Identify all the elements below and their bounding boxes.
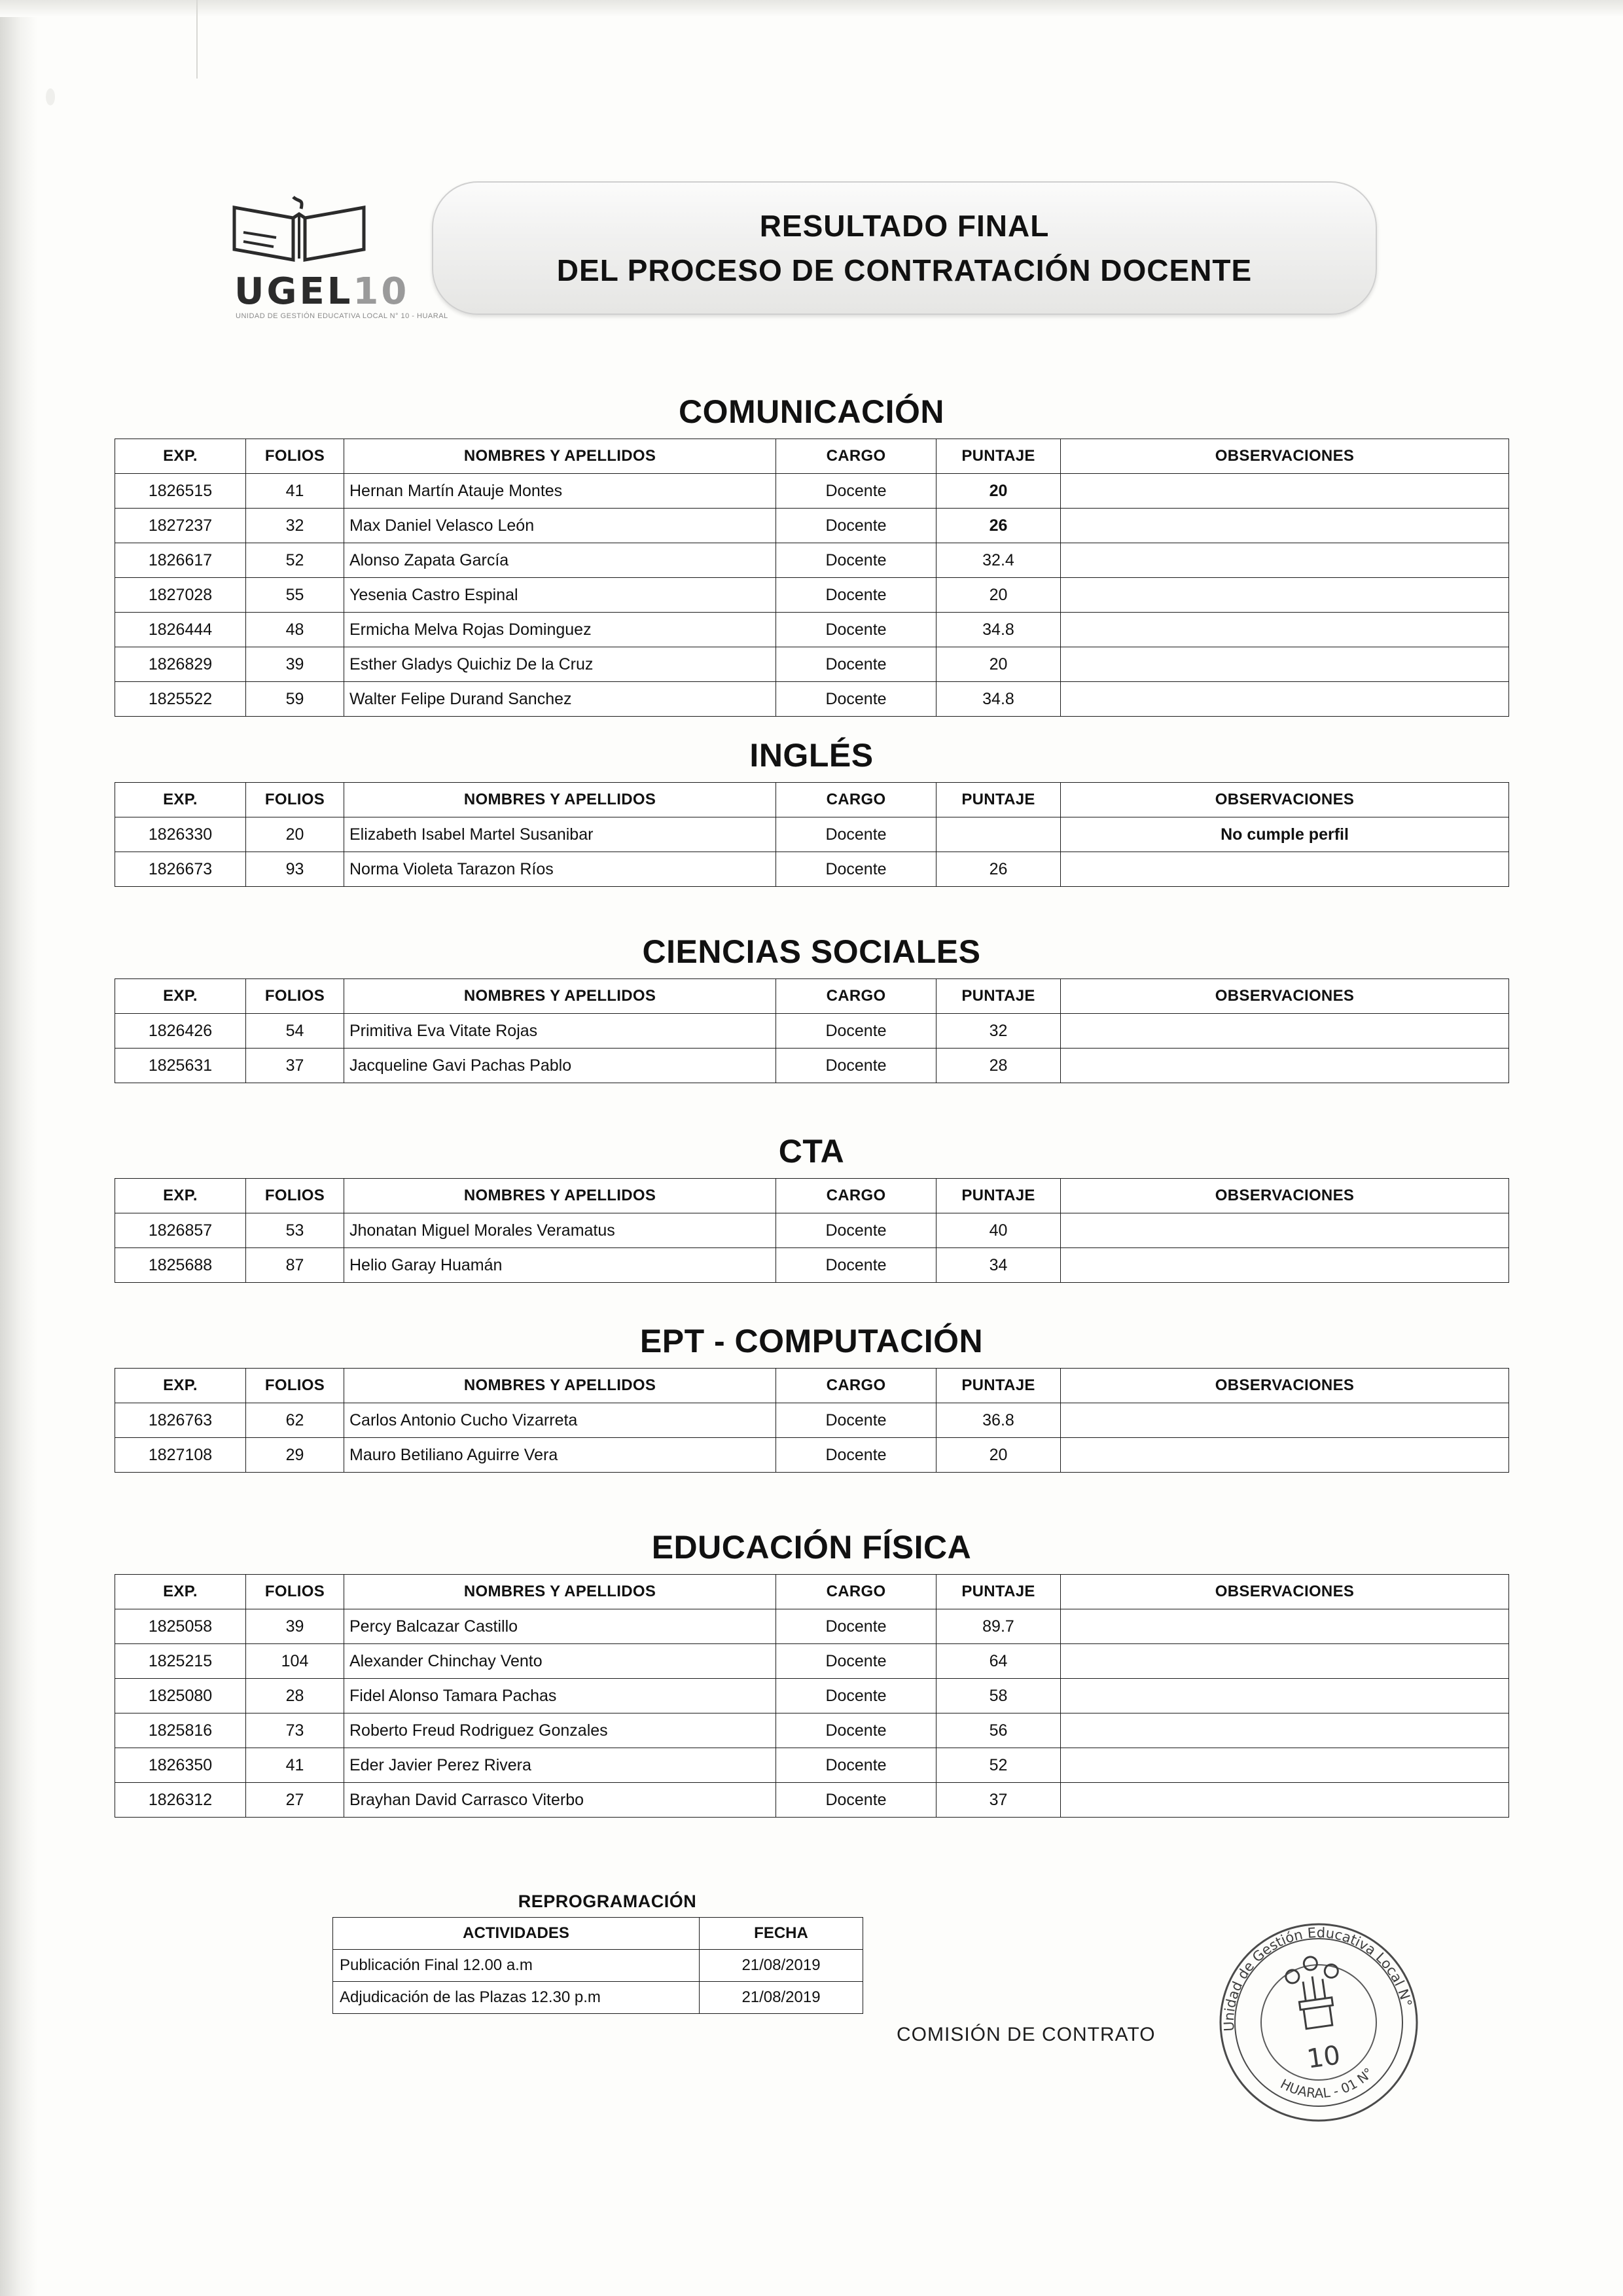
cell-folios: 73	[246, 1713, 344, 1748]
logo-number: 10	[353, 270, 410, 313]
col-puntaje: PUNTAJE	[936, 1179, 1061, 1213]
section-title: INGLÉS	[749, 737, 874, 774]
cell-nombre: Max Daniel Velasco León	[344, 509, 776, 543]
cell-nombre: Hernan Martín Atauje Montes	[344, 474, 776, 509]
cell-nombre: Alonso Zapata García	[344, 543, 776, 578]
logo-subtitle: UNIDAD DE GESTIÓN EDUCATIVA LOCAL N° 10 - HUARAL	[236, 312, 448, 320]
cell-observaciones	[1061, 1609, 1509, 1644]
cell-folios: 29	[246, 1438, 344, 1473]
table-row	[115, 1403, 1509, 1438]
cell-exp: 1826829	[115, 647, 246, 682]
cell-nombre: Helio Garay Huamán	[344, 1248, 776, 1283]
col-exp: EXP.	[115, 439, 246, 474]
table-header-row	[115, 1179, 1509, 1213]
table-body	[115, 817, 1509, 887]
cell-folios: 52	[246, 543, 344, 578]
col-observaciones: OBSERVACIONES	[1061, 1575, 1509, 1609]
col-folios: FOLIOS	[246, 1369, 344, 1403]
col-actividades: ACTIVIDADES	[333, 1918, 700, 1950]
cell-observaciones	[1061, 578, 1509, 613]
results-table	[115, 439, 1509, 717]
cell-puntaje: 20	[936, 647, 1061, 682]
col-cargo: CARGO	[776, 1575, 936, 1609]
cell-observaciones	[1061, 613, 1509, 647]
table-header-row	[115, 1575, 1509, 1609]
cell-nombre: Alexander Chinchay Vento	[344, 1644, 776, 1679]
cell-exp: 1825816	[115, 1713, 246, 1748]
col-cargo: CARGO	[776, 1179, 936, 1213]
section-title: CTA	[778, 1133, 845, 1170]
commission-footer: COMISIÓN DE CONTRATO	[897, 2024, 1156, 2045]
col-nombres: NOMBRES Y APELLIDOS	[344, 1575, 776, 1609]
cell-cargo: Docente	[776, 1049, 936, 1083]
cell-observaciones	[1061, 1748, 1509, 1783]
cell-folios: 55	[246, 578, 344, 613]
col-cargo: CARGO	[776, 1369, 936, 1403]
cell-nombre: Elizabeth Isabel Martel Susanibar	[344, 817, 776, 852]
cell-cargo: Docente	[776, 817, 936, 852]
cell-observaciones	[1061, 647, 1509, 682]
repro-row	[333, 1950, 863, 1982]
cell-puntaje: 20	[936, 474, 1061, 509]
page-subtitle: DEL PROCESO DE CONTRATACIÓN DOCENTE	[556, 253, 1253, 287]
cell-nombre: Eder Javier Perez Rivera	[344, 1748, 776, 1783]
cell-observaciones	[1061, 682, 1509, 717]
cell-cargo: Docente	[776, 1644, 936, 1679]
table-row	[115, 1248, 1509, 1283]
cell-observaciones	[1061, 1713, 1509, 1748]
section-ingles	[115, 736, 1508, 887]
cell-cargo: Docente	[776, 1213, 936, 1248]
col-puntaje: PUNTAJE	[936, 979, 1061, 1014]
cell-nombre: Brayhan David Carrasco Viterbo	[344, 1783, 776, 1818]
table-row	[115, 852, 1509, 887]
cell-puntaje: 40	[936, 1213, 1061, 1248]
cell-puntaje: 26	[936, 509, 1061, 543]
section-ept-computacion	[115, 1322, 1508, 1473]
cell-cargo: Docente	[776, 578, 936, 613]
cell-exp: 1826350	[115, 1748, 246, 1783]
table-header-row	[115, 439, 1509, 474]
cell-cargo: Docente	[776, 1438, 936, 1473]
cell-exp: 1826312	[115, 1783, 246, 1818]
cell-fecha: 21/08/2019	[700, 1950, 863, 1982]
cell-exp: 1826763	[115, 1403, 246, 1438]
col-exp: EXP.	[115, 1179, 246, 1213]
cell-exp: 1826426	[115, 1014, 246, 1049]
col-puntaje: PUNTAJE	[936, 1575, 1061, 1609]
section-title: EDUCACIÓN FÍSICA	[651, 1529, 972, 1566]
logo-word-text: UGEL	[234, 270, 353, 313]
col-exp: EXP.	[115, 979, 246, 1014]
cell-nombre: Esther Gladys Quichiz De la Cruz	[344, 647, 776, 682]
table-row	[115, 578, 1509, 613]
cell-folios: 39	[246, 647, 344, 682]
cell-puntaje: 36.8	[936, 1403, 1061, 1438]
page-title: RESULTADO FINAL	[759, 209, 1050, 243]
repro-header-row	[333, 1918, 863, 1950]
cell-nombre: Jhonatan Miguel Morales Veramatus	[344, 1213, 776, 1248]
col-exp: EXP.	[115, 1575, 246, 1609]
table-row	[115, 1644, 1509, 1679]
col-observaciones: OBSERVACIONES	[1061, 1179, 1509, 1213]
cell-observaciones	[1061, 1403, 1509, 1438]
cell-puntaje: 32.4	[936, 543, 1061, 578]
table-row	[115, 1014, 1509, 1049]
table-header-row	[115, 783, 1509, 817]
cell-folios: 27	[246, 1783, 344, 1818]
cell-folios: 48	[246, 613, 344, 647]
col-observaciones: OBSERVACIONES	[1061, 439, 1509, 474]
cell-cargo: Docente	[776, 509, 936, 543]
cell-puntaje: 32	[936, 1014, 1061, 1049]
section-title: COMUNICACIÓN	[679, 393, 944, 430]
cell-nombre: Roberto Freud Rodriguez Gonzales	[344, 1713, 776, 1748]
col-cargo: CARGO	[776, 979, 936, 1014]
cell-nombre: Walter Felipe Durand Sanchez	[344, 682, 776, 717]
cell-nombre: Norma Violeta Tarazon Ríos	[344, 852, 776, 887]
cell-puntaje: 20	[936, 1438, 1061, 1473]
cell-folios: 53	[246, 1213, 344, 1248]
col-nombres: NOMBRES Y APELLIDOS	[344, 439, 776, 474]
cell-nombre: Carlos Antonio Cucho Vizarreta	[344, 1403, 776, 1438]
cell-folios: 62	[246, 1403, 344, 1438]
col-cargo: CARGO	[776, 783, 936, 817]
col-puntaje: PUNTAJE	[936, 783, 1061, 817]
col-nombres: NOMBRES Y APELLIDOS	[344, 1369, 776, 1403]
cell-exp: 1825631	[115, 1049, 246, 1083]
table-header-row	[115, 979, 1509, 1014]
cell-puntaje: 56	[936, 1713, 1061, 1748]
table-row	[115, 1049, 1509, 1083]
cell-folios: 87	[246, 1248, 344, 1283]
cell-cargo: Docente	[776, 1713, 936, 1748]
cell-folios: 59	[246, 682, 344, 717]
section-cta	[115, 1132, 1508, 1283]
table-body	[115, 1609, 1509, 1818]
cell-folios: 54	[246, 1014, 344, 1049]
cell-observaciones	[1061, 1014, 1509, 1049]
cell-exp: 1827028	[115, 578, 246, 613]
reprogramacion-block	[332, 1892, 882, 2014]
cell-folios: 37	[246, 1049, 344, 1083]
cell-puntaje: 37	[936, 1783, 1061, 1818]
ugel-logo	[203, 173, 448, 331]
cell-exp: 1826617	[115, 543, 246, 578]
results-table	[115, 1178, 1509, 1283]
table-body	[115, 1014, 1509, 1083]
cell-cargo: Docente	[776, 682, 936, 717]
cell-nombre: Percy Balcazar Castillo	[344, 1609, 776, 1644]
cell-exp: 1826444	[115, 613, 246, 647]
results-table	[115, 1574, 1509, 1818]
section-ciencias-sociales	[115, 933, 1508, 1083]
cell-observaciones	[1061, 1438, 1509, 1473]
cell-folios: 28	[246, 1679, 344, 1713]
table-row	[115, 613, 1509, 647]
cell-actividad: Adjudicación de las Plazas 12.30 p.m	[333, 1982, 700, 2014]
table-body	[115, 474, 1509, 717]
cell-puntaje: 89.7	[936, 1609, 1061, 1644]
cell-cargo: Docente	[776, 543, 936, 578]
reprogramacion-table	[332, 1917, 863, 2014]
cell-puntaje: 34.8	[936, 682, 1061, 717]
cell-nombre: Yesenia Castro Espinal	[344, 578, 776, 613]
table-row	[115, 1783, 1509, 1818]
official-seal-stamp	[1197, 1901, 1441, 2145]
col-folios: FOLIOS	[246, 1179, 344, 1213]
cell-nombre: Primitiva Eva Vitate Rojas	[344, 1014, 776, 1049]
section-comunicacion	[115, 393, 1508, 717]
col-nombres: NOMBRES Y APELLIDOS	[344, 783, 776, 817]
results-table	[115, 1368, 1509, 1473]
cell-nombre: Mauro Betiliano Aguirre Vera	[344, 1438, 776, 1473]
cell-folios: 41	[246, 474, 344, 509]
cell-actividad: Publicación Final 12.00 a.m	[333, 1950, 700, 1982]
cell-cargo: Docente	[776, 852, 936, 887]
col-exp: EXP.	[115, 1369, 246, 1403]
cell-observaciones	[1061, 474, 1509, 509]
svg-text:HUARAL - 01 N°: HUARAL - 01 N°	[1277, 2064, 1377, 2101]
cell-observaciones	[1061, 1783, 1509, 1818]
cell-puntaje: 64	[936, 1644, 1061, 1679]
cell-folios: 20	[246, 817, 344, 852]
cell-nombre: Fidel Alonso Tamara Pachas	[344, 1679, 776, 1713]
table-row	[115, 1679, 1509, 1713]
cell-puntaje: 26	[936, 852, 1061, 887]
results-table	[115, 782, 1509, 887]
table-header-row	[115, 1369, 1509, 1403]
cell-nombre: Jacqueline Gavi Pachas Pablo	[344, 1049, 776, 1083]
table-row	[115, 1713, 1509, 1748]
table-row	[115, 1609, 1509, 1644]
cell-exp: 1825080	[115, 1679, 246, 1713]
col-folios: FOLIOS	[246, 979, 344, 1014]
cell-cargo: Docente	[776, 474, 936, 509]
cell-cargo: Docente	[776, 1783, 936, 1818]
cell-observaciones	[1061, 1213, 1509, 1248]
cell-cargo: Docente	[776, 1014, 936, 1049]
svg-text:Unidad de Gestión Educativa Lo: Unidad de Gestión Educativa Local N°	[1221, 1924, 1415, 2032]
col-folios: FOLIOS	[246, 439, 344, 474]
table-body	[115, 1213, 1509, 1283]
document-header	[196, 167, 1440, 331]
table-row	[115, 1438, 1509, 1473]
table-row	[115, 543, 1509, 578]
col-exp: EXP.	[115, 783, 246, 817]
cell-puntaje: 34.8	[936, 613, 1061, 647]
cell-puntaje: 52	[936, 1748, 1061, 1783]
cell-observaciones	[1061, 543, 1509, 578]
table-row	[115, 817, 1509, 852]
col-puntaje: PUNTAJE	[936, 1369, 1061, 1403]
col-folios: FOLIOS	[246, 1575, 344, 1609]
cell-cargo: Docente	[776, 1403, 936, 1438]
cell-folios: 41	[246, 1748, 344, 1783]
col-nombres: NOMBRES Y APELLIDOS	[344, 979, 776, 1014]
open-book-icon	[230, 196, 368, 262]
logo-wordmark	[234, 270, 409, 313]
cell-exp: 1826857	[115, 1213, 246, 1248]
table-row	[115, 509, 1509, 543]
cell-observaciones	[1061, 1679, 1509, 1713]
cell-observaciones	[1061, 509, 1509, 543]
cell-folios: 104	[246, 1644, 344, 1679]
cell-observaciones	[1061, 852, 1509, 887]
cell-exp: 1825522	[115, 682, 246, 717]
cell-cargo: Docente	[776, 1248, 936, 1283]
logo-mark	[223, 173, 448, 320]
table-row	[115, 1213, 1509, 1248]
cell-folios: 32	[246, 509, 344, 543]
cell-puntaje	[936, 817, 1061, 852]
cell-puntaje: 34	[936, 1248, 1061, 1283]
col-observaciones: OBSERVACIONES	[1061, 1369, 1509, 1403]
results-table	[115, 978, 1509, 1083]
section-educacion-fisica	[115, 1528, 1508, 1818]
cell-exp: 1826330	[115, 817, 246, 852]
table-row	[115, 1748, 1509, 1783]
col-observaciones: OBSERVACIONES	[1061, 979, 1509, 1014]
cell-exp: 1826673	[115, 852, 246, 887]
col-cargo: CARGO	[776, 439, 936, 474]
col-observaciones: OBSERVACIONES	[1061, 783, 1509, 817]
col-nombres: NOMBRES Y APELLIDOS	[344, 1179, 776, 1213]
cell-observaciones: No cumple perfil	[1061, 817, 1509, 852]
cell-puntaje: 20	[936, 578, 1061, 613]
cell-cargo: Docente	[776, 1679, 936, 1713]
cell-observaciones	[1061, 1049, 1509, 1083]
table-row	[115, 682, 1509, 717]
cell-puntaje: 28	[936, 1049, 1061, 1083]
section-title: CIENCIAS SOCIALES	[642, 933, 981, 970]
cell-observaciones	[1061, 1644, 1509, 1679]
svg-text:10: 10	[1305, 2040, 1342, 2075]
repro-row	[333, 1982, 863, 2014]
cell-folios: 39	[246, 1609, 344, 1644]
cell-cargo: Docente	[776, 647, 936, 682]
section-title: EPT - COMPUTACIÓN	[639, 1323, 984, 1359]
seal-icon	[1197, 1901, 1441, 2145]
cell-puntaje: 58	[936, 1679, 1061, 1713]
cell-exp: 1825688	[115, 1248, 246, 1283]
cell-exp: 1827237	[115, 509, 246, 543]
cell-cargo: Docente	[776, 1609, 936, 1644]
cell-exp: 1827108	[115, 1438, 246, 1473]
reprogramacion-title: REPROGRAMACIÓN	[518, 1892, 697, 1911]
cell-exp: 1825058	[115, 1609, 246, 1644]
table-body	[115, 1403, 1509, 1473]
col-puntaje: PUNTAJE	[936, 439, 1061, 474]
cell-cargo: Docente	[776, 1748, 936, 1783]
table-row	[115, 647, 1509, 682]
cell-folios: 93	[246, 852, 344, 887]
cell-cargo: Docente	[776, 613, 936, 647]
cell-exp: 1826515	[115, 474, 246, 509]
cell-observaciones	[1061, 1248, 1509, 1283]
repro-body	[333, 1950, 863, 2014]
col-folios: FOLIOS	[246, 783, 344, 817]
table-row	[115, 474, 1509, 509]
title-banner	[432, 181, 1377, 315]
cell-exp: 1825215	[115, 1644, 246, 1679]
col-fecha: FECHA	[700, 1918, 863, 1950]
cell-fecha: 21/08/2019	[700, 1982, 863, 2014]
cell-nombre: Ermicha Melva Rojas Dominguez	[344, 613, 776, 647]
